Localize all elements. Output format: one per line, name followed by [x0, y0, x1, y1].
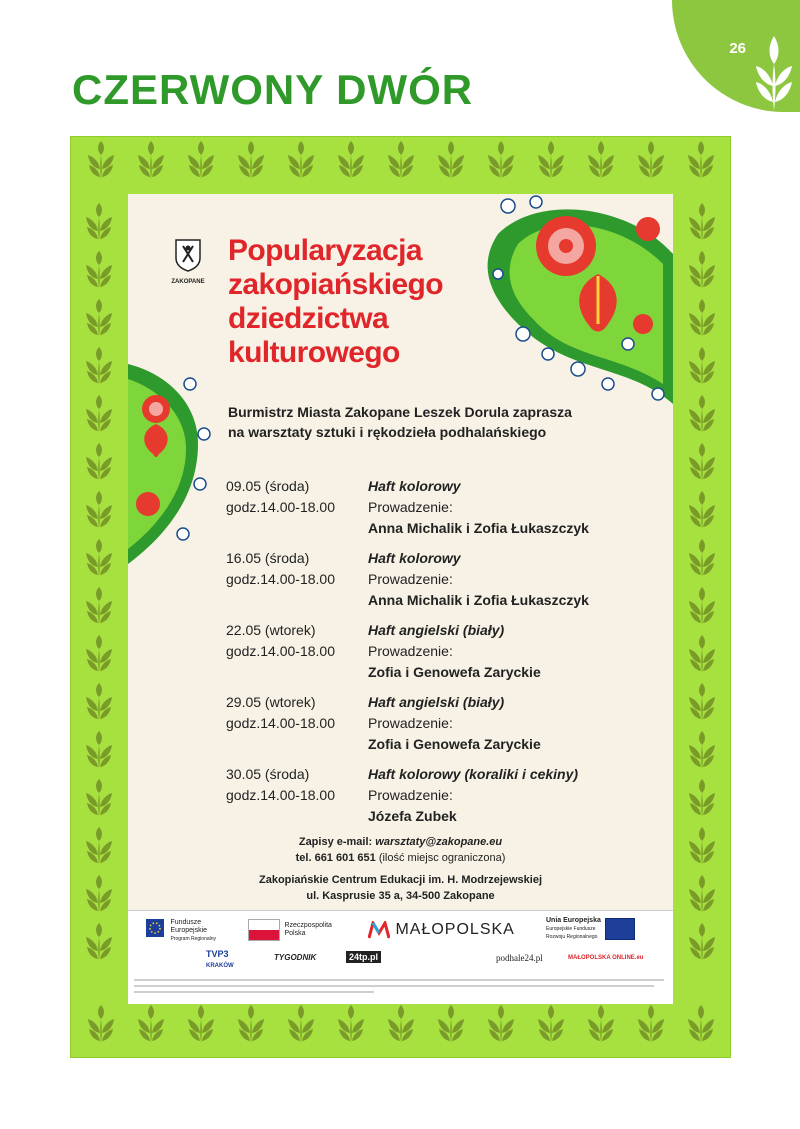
sprig-motif	[86, 779, 112, 817]
venue-line	[128, 872, 673, 888]
wheat-icon	[752, 34, 796, 112]
folk-flower-ornament-left	[128, 364, 218, 564]
schedule-topic: Haft kolorowy (koraliki i cekiny)	[368, 766, 579, 782]
schedule-date: 16.05 (środa)	[226, 550, 310, 566]
malopolska-online-logo	[568, 955, 643, 961]
sprig-motif	[689, 347, 715, 385]
sprig-motif	[638, 1005, 664, 1043]
invitation-text	[228, 402, 668, 442]
sprig-motif	[488, 1005, 514, 1043]
poster-frame	[70, 136, 731, 1058]
tygodnik-text: TYGODNIK	[274, 953, 317, 962]
malopolska-text: MAŁOPOLSKA	[395, 921, 515, 939]
schedule-time: godz.14.00-18.00	[226, 715, 335, 731]
sprig-motif	[538, 141, 564, 179]
address-line	[128, 888, 673, 904]
headline-line: Popularyzacja	[228, 234, 422, 267]
schedule-time: godz.14.00-18.00	[226, 571, 335, 587]
schedule-lead-label: Prowadzenie:	[368, 643, 453, 659]
schedule-what	[368, 692, 668, 755]
poland-flag-icon	[248, 919, 280, 941]
sprig-motif	[86, 635, 112, 673]
signup-label: Zapisy e-mail:	[298, 836, 373, 848]
schedule-date: 09.05 (środa)	[226, 478, 310, 494]
venue-address: ul. Kasprusie 35 a, 34-500 Zakopane	[306, 890, 495, 902]
sprig-motif	[338, 1005, 364, 1043]
schedule-when	[226, 692, 366, 734]
sprig-motif	[288, 1005, 314, 1043]
schedule-what	[368, 764, 668, 827]
sprig-motif	[438, 141, 464, 179]
schedule-lead-label: Prowadzenie:	[368, 571, 453, 587]
sprig-motif	[86, 731, 112, 769]
sprig-motif	[638, 141, 664, 179]
eu-line3: Rozwoju Regionalnego	[546, 934, 598, 940]
fine-print	[134, 977, 666, 1000]
schedule-topic: Haft angielski (biały)	[368, 694, 505, 710]
sprig-motif	[86, 395, 112, 433]
schedule-lead-label: Prowadzenie:	[368, 499, 453, 515]
funds-logo	[146, 919, 216, 945]
section-title: CZERWONY DWÓR	[72, 66, 474, 113]
venue-name: Zakopiańskie Centrum Edukacji im. H. Modrzejewskiej	[258, 874, 543, 886]
sprig-motif	[688, 141, 714, 179]
zakopane-crest	[168, 238, 208, 285]
headline-line: zakopiańskiego	[228, 268, 444, 301]
tvp-logo	[206, 949, 234, 969]
schedule-when	[226, 476, 366, 518]
funds-line3: Program Regionalny	[170, 936, 217, 942]
sprig-motif	[86, 875, 112, 913]
sprig-motif	[689, 731, 715, 769]
sprig-motif	[538, 1005, 564, 1043]
schedule-lead-label: Prowadzenie:	[368, 787, 453, 803]
sprig-motif	[689, 203, 715, 241]
sprig-motif	[88, 1005, 114, 1043]
schedule-time: godz.14.00-18.00	[226, 787, 335, 803]
schedule-what	[368, 620, 668, 683]
poland-line1: Rzeczpospolita	[284, 922, 332, 929]
sprig-motif	[86, 491, 112, 529]
schedule-leaders: Zofia i Genowefa Zaryckie	[368, 664, 541, 680]
sprig-motif	[88, 141, 114, 179]
schedule-row	[226, 548, 666, 620]
poland-logo	[248, 919, 332, 941]
schedule-date: 29.05 (wtorek)	[226, 694, 316, 710]
sprig-motif	[689, 539, 715, 577]
malopolska-online-text: MAŁOPOLSKA ONLINE.eu	[568, 955, 644, 961]
sprig-motif	[689, 827, 715, 865]
phone-number: tel. 661 601 651	[295, 852, 376, 864]
schedule-topic: Haft kolorowy	[368, 550, 461, 566]
sprig-motif	[188, 1005, 214, 1043]
poland-line2: Polska	[284, 930, 306, 937]
sprig-motif	[588, 141, 614, 179]
sprig-motif	[86, 827, 112, 865]
sprig-motif	[689, 395, 715, 433]
schedule-date: 22.05 (wtorek)	[226, 622, 316, 638]
sprig-motif	[388, 1005, 414, 1043]
sprig-motif	[689, 443, 715, 481]
page-number: 26	[729, 40, 746, 57]
funds-line1: Fundusze	[170, 919, 202, 926]
sprig-motif	[689, 779, 715, 817]
eu-line1: Unia Europejska	[546, 917, 601, 924]
sprig-motif	[86, 251, 112, 289]
schedule-row	[226, 620, 666, 692]
schedule-topic: Haft kolorowy	[368, 478, 461, 494]
tygodnik-logo	[274, 953, 316, 962]
sprig-motif	[689, 587, 715, 625]
sprig-motif	[86, 539, 112, 577]
schedule-what	[368, 476, 668, 539]
malopolska-logo	[368, 921, 515, 939]
signup-email[interactable]: warsztaty@zakopane.eu	[375, 836, 503, 848]
podhale24-text: podhale24.pl	[496, 953, 543, 963]
sprig-motif	[86, 443, 112, 481]
schedule-when	[226, 548, 366, 590]
tvp-sub: KRAKÓW	[206, 963, 234, 969]
eu-line2: Europejskie Fundusze	[546, 926, 596, 932]
schedule-time: godz.14.00-18.00	[226, 499, 335, 515]
headline-line: dziedzictwa	[228, 302, 389, 335]
sprig-motif	[86, 923, 112, 961]
schedule-leaders: Anna Michalik i Zofia Łukaszczyk	[368, 592, 589, 608]
sprig-motif	[689, 299, 715, 337]
schedule-time: godz.14.00-18.00	[226, 643, 335, 659]
event-poster	[128, 194, 673, 1004]
capacity-note: (ilość miejsc ograniczona)	[378, 852, 506, 864]
schedule-when	[226, 764, 366, 806]
malopolska-m-icon	[368, 921, 390, 939]
eu-flag-icon	[605, 918, 635, 940]
sponsor-logos-bar	[128, 910, 673, 1004]
tvp-text: TVP3	[206, 949, 229, 959]
24tp-text: 24tp.pl	[349, 952, 379, 962]
funds-line2: Europejskie	[170, 927, 208, 934]
invitation-line: Burmistrz Miasta Zakopane Leszek Dorula zaprasza	[228, 404, 572, 420]
sprig-motif	[238, 1005, 264, 1043]
contact-block	[128, 834, 673, 904]
schedule-topic: Haft angielski (biały)	[368, 622, 505, 638]
sprig-motif	[86, 683, 112, 721]
sprig-motif	[238, 141, 264, 179]
sprig-motif	[338, 141, 364, 179]
sprig-motif	[689, 635, 715, 673]
schedule-row	[226, 764, 666, 836]
sprig-motif	[438, 1005, 464, 1043]
schedule-row	[226, 476, 666, 548]
sprig-motif	[689, 683, 715, 721]
sprig-motif	[188, 141, 214, 179]
page-corner-tab	[672, 0, 800, 112]
sprig-motif	[388, 141, 414, 179]
sprig-motif	[138, 141, 164, 179]
schedule-when	[226, 620, 366, 662]
sprig-motif	[688, 1005, 714, 1043]
coat-of-arms-icon	[174, 238, 202, 272]
schedule-lead-label: Prowadzenie:	[368, 715, 453, 731]
sprig-motif	[86, 203, 112, 241]
eu-stars-icon	[146, 919, 164, 937]
sprig-motif	[689, 251, 715, 289]
sprig-motif	[138, 1005, 164, 1043]
sprig-motif	[689, 491, 715, 529]
sprig-motif	[86, 587, 112, 625]
signup-line	[128, 834, 673, 850]
sprig-motif	[689, 875, 715, 913]
schedule-leaders: Zofia i Genowefa Zaryckie	[368, 736, 541, 752]
schedule-date: 30.05 (środa)	[226, 766, 310, 782]
podhale24-logo	[496, 953, 543, 963]
workshop-schedule	[226, 476, 666, 836]
headline-line: kulturowego	[228, 336, 400, 369]
schedule-leaders: Anna Michalik i Zofia Łukaszczyk	[368, 520, 589, 536]
schedule-row	[226, 692, 666, 764]
fine-print-lines	[134, 977, 666, 997]
schedule-leaders: Józefa Zubek	[368, 808, 457, 824]
sprig-motif	[689, 923, 715, 961]
invitation-line: na warsztaty sztuki i rękodzieła podhalańskiego	[228, 424, 547, 440]
folk-flower-ornament-top	[478, 194, 673, 404]
crest-label: ZAKOPANE	[171, 279, 205, 285]
sprig-motif	[588, 1005, 614, 1043]
schedule-what	[368, 548, 668, 611]
sprig-motif	[288, 141, 314, 179]
phone-line	[128, 850, 673, 866]
24tp-logo	[346, 951, 381, 963]
eu-logo	[546, 917, 635, 941]
sprig-motif	[86, 347, 112, 385]
poster-headline	[228, 234, 458, 370]
sprig-motif	[488, 141, 514, 179]
sprig-motif	[86, 299, 112, 337]
